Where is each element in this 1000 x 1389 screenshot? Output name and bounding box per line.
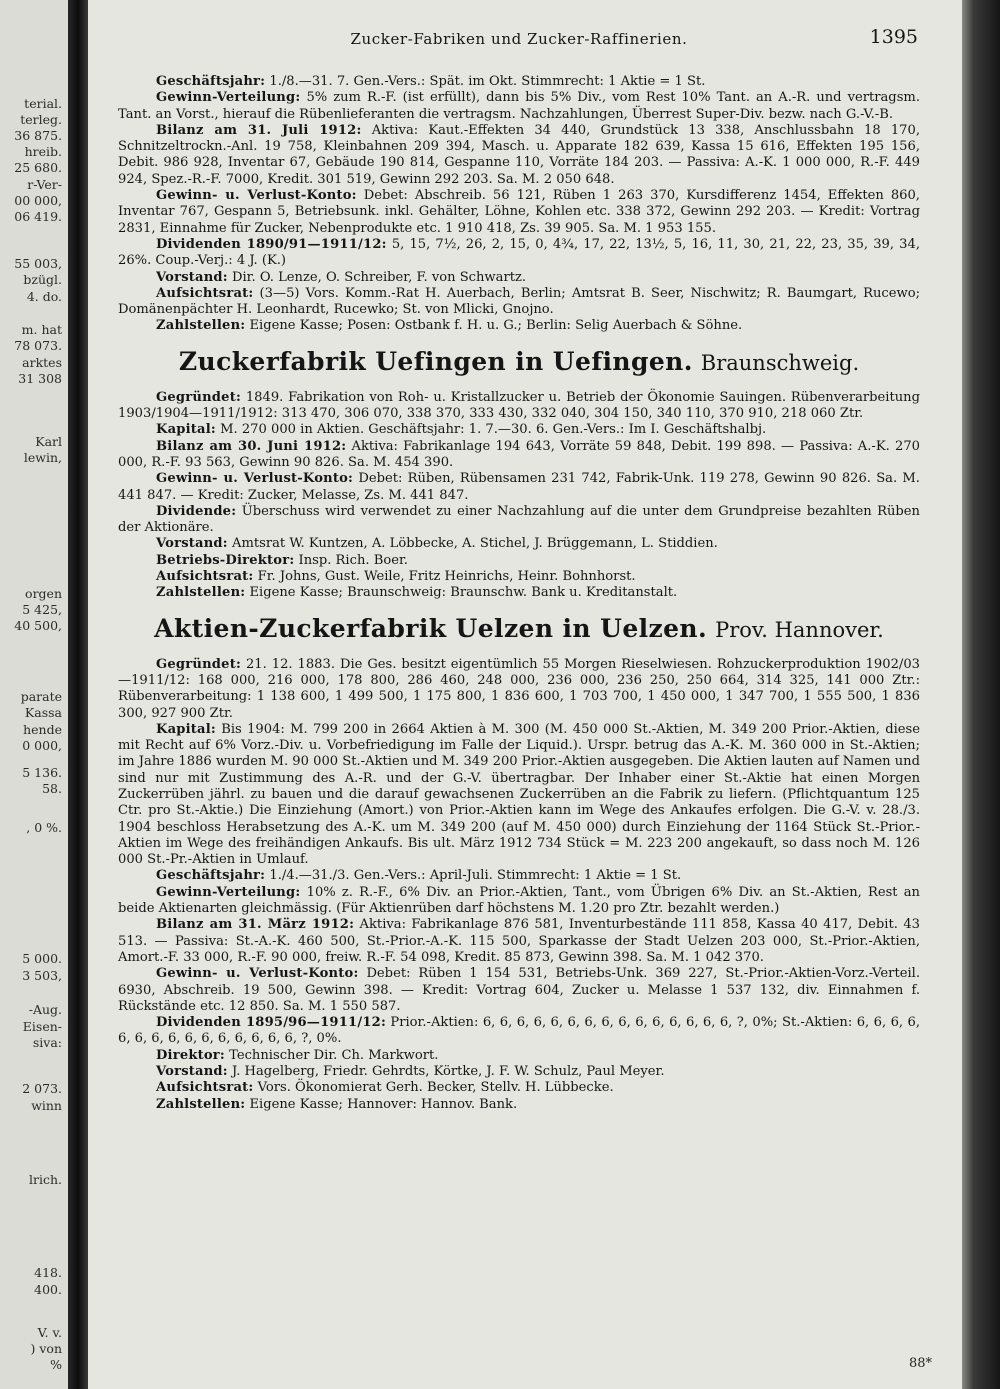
fragment: 25 680. [14, 160, 62, 175]
fragment: 2 073. [22, 1081, 62, 1096]
entry-key: Aufsichtsrat: [156, 285, 254, 301]
entry-paragraph [118, 270, 920, 286]
entry-key: Gewinn- u. Verlust-Konto: [156, 188, 357, 204]
entry-text: 1./8.—31. 7. Gen.-Vers.: Spät. im Okt. Stimmrecht: 1 Aktie = 1 St. [269, 74, 706, 89]
entry-paragraph [118, 1080, 920, 1096]
company-name: Zuckerfabrik Uefingen in Uefingen. [178, 346, 693, 376]
fragment: 78 073. [14, 338, 62, 353]
entry-key: Vorstand: [156, 269, 228, 285]
entry-text: Technischer Dir. Ch. Markwort. [229, 1047, 439, 1063]
entry-key: Dividende: [156, 503, 237, 519]
fragment: siva: [32, 1035, 62, 1050]
fragment: winn [31, 1098, 62, 1113]
entry-text: 5% zum R.-F. (ist erfüllt), dann bis 5% Div., vom Rest 10% Tant. an A.-R. und vertragsm. Tant. an Vorst., hierauf die Rübenlieferanten die vertragsm. Nachzahlungen, Überrest Super-Div. bezw. nach G.-V.-B. [118, 90, 920, 122]
entry-key: Vorstand: [156, 1064, 228, 1080]
entry-key: Zahlstellen: [156, 1096, 246, 1112]
fragment: orgen [25, 586, 62, 601]
entry-paragraph [118, 1097, 920, 1113]
entry-paragraph [118, 917, 920, 966]
page-number: 1395 [869, 26, 918, 48]
entry-key: Vorstand: [156, 536, 228, 552]
entry-paragraph [118, 536, 920, 552]
fragment: 3 503, [22, 968, 62, 983]
entry-paragraph [118, 966, 920, 1015]
entry-text: Amtsrat W. Kuntzen, A. Löbbecke, A. Stichel, J. Brüggemann, L. Stiddien. [231, 536, 718, 552]
entry-text: Insp. Rich. Boer. [298, 552, 408, 568]
fragment: parate [20, 689, 62, 704]
entry-text: Bis 1904: M. 799 200 in 2664 Aktien à M. 300 (M. 450 000 St.-Aktien, M. 349 200 Prior.-Aktien, diese mit Recht auf 6% Vorz.-Div. u. Vorbefriedigung im Falle der Liquid.). Urspr. betrug das A.-K. M. 360 000 in St.-Aktien; im Jahre 1886 wurden M. 90 000 St.-Aktien und M. 349 200 Prior.-Aktien ausgegeben. Die Aktien lauten auf Namen und sind nur mit Zustimmung des A.-R. und der G.-V. übertragbar. Der Inhaber einer St.-Aktie hat einen Morgen Zuckerrüben jährl. zu bauen und die darauf gewachsenen Zuckerrüben an die Fabrik zu liefern. (Pflichtquantum 125 Ctr. pro St.-Aktie.) Die Einziehung (Amort.) von Prior.-Aktien kann im Wege des Ankaufes erfolgen. Die G.-V. v. 28./3. 1904 beschloss Herabsetzung des A.-K. um M. 349 200 (auf M. 450 000) durch Einziehung der 1164 Stück St.-Prior.-Aktien im Wege des freihändigen Ankaufs. Bis ult. März 1912 734 Stück = M. 223 200 angekauft, so dass noch M. 126 000 St.-Pr.-Aktien in Umlauf. [118, 721, 920, 868]
adjacent-page-margin [0, 0, 68, 1389]
fragment: , 0 %. [26, 820, 62, 835]
fragment: 36 875. [14, 128, 62, 143]
fragment: Eisen- [22, 1019, 62, 1034]
entry-key: Betriebs-Direktor: [156, 552, 295, 568]
company-region: Prov. Hannover. [715, 617, 884, 642]
entry-text: Fr. Johns, Gust. Weile, Fritz Heinrichs, Heinr. Bohnhorst. [257, 569, 636, 585]
fragment: terleg. [20, 112, 62, 127]
fragment: 31 308 [18, 371, 62, 386]
entry-text: Eigene Kasse; Braunschweig: Braunschw. Bank u. Kreditanstalt. [249, 585, 678, 601]
entry-paragraph [118, 569, 920, 585]
entry-text: 21. 12. 1883. Die Ges. besitzt eigentümlich 55 Morgen Rieselwiesen. Rohzuckerproduktion 1902/03—1911/12: 168 000, 216 000, 178 800, 286 460, 248 000, 236 000, 236 250, 250 664, 314 325, 141 000 Ztr.: Rübenverarbeitung: 1 138 600, 1 499 500, 1 175 800, 1 836 600, 1 703 700, 1 450 000, 1 347 700, 1 555 500, 1 836 300, 927 900 Ztr. [118, 656, 920, 721]
fragment: 5 136. [22, 765, 62, 780]
entry-paragraph [118, 885, 920, 918]
entry-key: Gewinn-Verteilung: [156, 90, 301, 106]
company-region: Braunschweig. [700, 350, 860, 375]
entry-key: Gewinn-Verteilung: [156, 884, 301, 900]
entry-key: Gewinn- u. Verlust-Konto: [156, 966, 359, 982]
fragment: 00 000, [14, 193, 62, 208]
entry-paragraph [118, 188, 920, 237]
entry-text: 5, 15, 7½, 26, 2, 15, 0, 4¾, 17, 22, 13½, 5, 16, 11, 30, 21, 22, 23, 35, 39, 34, 26%. Coup.-Verj.: 4 J. (K.) [118, 236, 920, 269]
entry-text: Debet: Rüben 1 154 531, Betriebs-Unk. 369 227, St.-Prior.-Aktien-Vorz.-Verteil. 6930, Abschreib. 19 500, Gewinn 398. — Kredit: Vortrag 604, Zucker u. Melasse 1 537 132, div. Einnahmen f. Rückstände etc. 12 850. Sa. M. 1 550 587. [118, 966, 920, 1014]
fragment: 40 500, [14, 618, 62, 633]
fragment: 0 000, [22, 738, 62, 753]
fragment: Karl [35, 434, 62, 449]
entry-paragraph [118, 1064, 920, 1080]
fragment: lewin, [23, 450, 62, 465]
entry-key: Zahlstellen: [156, 318, 246, 334]
entry-paragraph [118, 390, 920, 423]
company-heading [118, 347, 920, 378]
entry-key: Gegründet: [156, 389, 241, 405]
entry-key: Bilanz am 31. Juli 1912: [156, 122, 362, 138]
entry-paragraph [118, 90, 920, 123]
signature-mark: 88* [908, 1356, 932, 1371]
fragment: r-Ver- [27, 177, 62, 192]
entry-key: Dividenden 1895/96—1911/12: [156, 1015, 386, 1031]
entry-text: Prior.-Aktien: 6, 6, 6, 6, 6, 6, 6, 6, 6, 6, 6, 6, 6, 6, 6, ?, 0%; St.-Aktien: 6, 6, 6, 6, 6, 6, 6, 6, 6, 6, 6, 6, 6, 6, 6, ?, 0%. [118, 1015, 920, 1047]
entry-key: Gewinn- u. Verlust-Konto: [156, 471, 354, 487]
page-content [118, 26, 920, 1113]
entry-text: Aktiva: Fabrikanlage 876 581, Inventurbestände 111 858, Kassa 40 417, Debit. 43 513. — Passiva: St.-A.-K. 460 500, St.-Prior.-A.-K. 115 500, Sparkasse der Stadt Uelzen 203 000, St.-Prior.-Aktien, Amort.-F. 33 000, R.-F. 90 000, freiw. R.-F. 54 098, Kredit. 85 873, Gewinn 398. Sa. M. 1 042 370. [118, 917, 920, 965]
entry-text: Dir. O. Lenze, O. Schreiber, F. von Schwartz. [231, 269, 527, 285]
fragment: 5 000. [22, 951, 62, 966]
entry-key: Aufsichtsrat: [156, 569, 254, 585]
fragment: lrich. [29, 1172, 62, 1187]
entry-key: Geschäftsjahr: [156, 868, 266, 884]
entry-text: Eigene Kasse; Hannover: Hannov. Bank. [249, 1096, 518, 1112]
fragment: m. hat [21, 322, 62, 337]
entry-paragraph [118, 123, 920, 188]
entry-key: Direktor: [156, 1047, 225, 1063]
book-page [88, 0, 962, 1389]
company-heading [118, 614, 920, 645]
entry-text: Überschuss wird verwendet zu einer Nachzahlung auf die unter dem Grundpreise bezahlten Rüben der Aktionäre. [118, 503, 920, 536]
fragment: 400. [34, 1282, 62, 1297]
entry-paragraph [118, 868, 920, 884]
fragment: Kassa [24, 705, 62, 720]
fragment: hende [23, 722, 62, 737]
fragment: 55 003, [14, 256, 62, 271]
entry-text: Vors. Ökonomierat Gerh. Becker, Stellv. H. Lübbecke. [257, 1080, 614, 1096]
book-gutter [68, 0, 88, 1389]
entry-text: Debet: Abschreib. 56 121, Rüben 1 263 370, Kursdifferenz 1454, Effekten 860, Inventar 767, Gespann 5, Betriebsunk. inkl. Gehälter, Löhne, Kohlen etc. 338 372, Gewinn 292 203. — Kredit: Vortrag 2831, Einnahme für Zucker, Nebenprodukte etc. 1 910 418, Zs. 39 905. Sa. M. 1 953 155. [118, 188, 920, 236]
fragment: ) von [30, 1341, 62, 1356]
entry-paragraph [118, 1015, 920, 1048]
entry-paragraph [118, 422, 920, 438]
entry-key: Geschäftsjahr: [156, 74, 266, 89]
fragment: bzügl. [23, 272, 62, 287]
fragment: arktes [22, 355, 62, 370]
entry-text: (3—5) Vors. Komm.-Rat H. Auerbach, Berlin; Amtsrat B. Seer, Nischwitz; R. Baumgart, Rucewo; Domänenpächter H. Leonhardt, Rucewko; St. von Mlicki, Gnojno. [118, 285, 920, 318]
entry-text: Debet: Rüben, Rübensamen 231 742, Fabrik-Unk. 119 278, Gewinn 90 826. Sa. M. 441 847. — Kredit: Zucker, Melasse, Zs. M. 441 847. [118, 471, 920, 503]
entry-text: 1849. Fabrikation von Roh- u. Kristallzucker u. Betrieb der Ökonomie Sauingen. Rübenverarbeitung 1903/1904—1911/1912: 313 470, 306 070, 338 370, 333 430, 332 040, 304 150, 340 110, 370 910, 218 060 Ztr. [118, 389, 920, 422]
fragment: V. v. [37, 1325, 62, 1340]
entry-text: 10% z. R.-F., 6% Div. an Prior.-Aktien, Tant., vom Übrigen 6% Div. an St.-Aktien, Rest an beide Aktienarten gleichmässig. (Für Aktienrüben darf höchstens M. 1.20 pro Ztr. bezahlt werden.) [118, 884, 920, 917]
entry-paragraph [118, 318, 920, 334]
entry-text: Eigene Kasse; Posen: Ostbank f. H. u. G.; Berlin: Selig Auerbach & Söhne. [249, 318, 743, 334]
entry-paragraph [118, 286, 920, 319]
fragment: terial. [24, 96, 62, 111]
fragment: 5 425, [22, 602, 62, 617]
entry-key: Kapital: [156, 721, 216, 737]
entry-text: J. Hagelberg, Friedr. Gehrdts, Körtke, J. F. W. Schulz, Paul Meyer. [231, 1064, 665, 1080]
entry-paragraph [118, 657, 920, 722]
entry-key: Kapital: [156, 422, 216, 438]
running-head [118, 26, 920, 56]
entry-paragraph [118, 722, 920, 869]
entry-paragraph [118, 553, 920, 569]
fragment: 06 419. [14, 209, 62, 224]
entry-paragraph [118, 439, 920, 472]
fragment: -Aug. [28, 1002, 62, 1017]
fragment: hreib. [24, 144, 62, 159]
entry-paragraph [118, 471, 920, 504]
entry-paragraph [118, 504, 920, 537]
entry-key: Dividenden 1890/91—1911/12: [156, 236, 387, 252]
running-head-title: Zucker-Fabriken und Zucker-Raffinerien. [350, 30, 688, 48]
entry-key: Bilanz am 30. Juni 1912: [156, 438, 347, 454]
entry-text: M. 270 000 in Aktien. Geschäftsjahr: 1. 7.—30. 6. Gen.-Vers.: Im I. Geschäftshalbj. [220, 422, 767, 438]
entry-text: Aktiva: Kaut.-Effekten 34 440, Grundstück 13 338, Anschlussbahn 18 170, Schnitzeltrockn.-Anl. 19 758, Kleinbahnen 209 394, Masch. u. Apparate 182 639, Kassa 15 616, Effekten 195 156, Debit. 986 928, Inventar 67, Gebäude 190 814, Gespanne 110, Vorräte 184 203. — Passiva: A.-K. 1 000 000, R.-F. 449 924, Spez.-R.-F. 7000, Kredit. 301 519, Gewinn 292 203. Sa. M. 2 050 648. [118, 122, 921, 187]
entry-key: Zahlstellen: [156, 585, 246, 601]
entry-key: Bilanz am 31. März 1912: [156, 917, 355, 933]
entry-key: Aufsichtsrat: [156, 1080, 254, 1096]
entry-key: Gegründet: [156, 656, 241, 672]
page-edge [962, 0, 1000, 1389]
fragment: % [50, 1357, 62, 1372]
entry-paragraph [118, 74, 920, 90]
continued-entry [118, 74, 920, 335]
fragment: 418. [34, 1265, 62, 1280]
company-entry-uelzen [118, 657, 920, 1113]
fragment: 58. [42, 781, 62, 796]
company-entry-uefingen [118, 390, 920, 602]
entry-text: Aktiva: Fabrikanlage 194 643, Vorräte 59 848, Debit. 199 898. — Passiva: A.-K. 270 000, R.-F. 93 563, Gewinn 90 826. Sa. M. 454 390. [118, 438, 921, 470]
entry-text: 1./4.—31./3. Gen.-Vers.: April-Juli. Stimmrecht: 1 Aktie = 1 St. [269, 868, 682, 884]
entry-paragraph [118, 585, 920, 601]
entry-paragraph [118, 1048, 920, 1064]
entry-paragraph [118, 237, 920, 270]
fragment: 4. do. [26, 289, 62, 304]
company-name: Aktien-Zuckerfabrik Uelzen in Uelzen. [154, 613, 708, 643]
